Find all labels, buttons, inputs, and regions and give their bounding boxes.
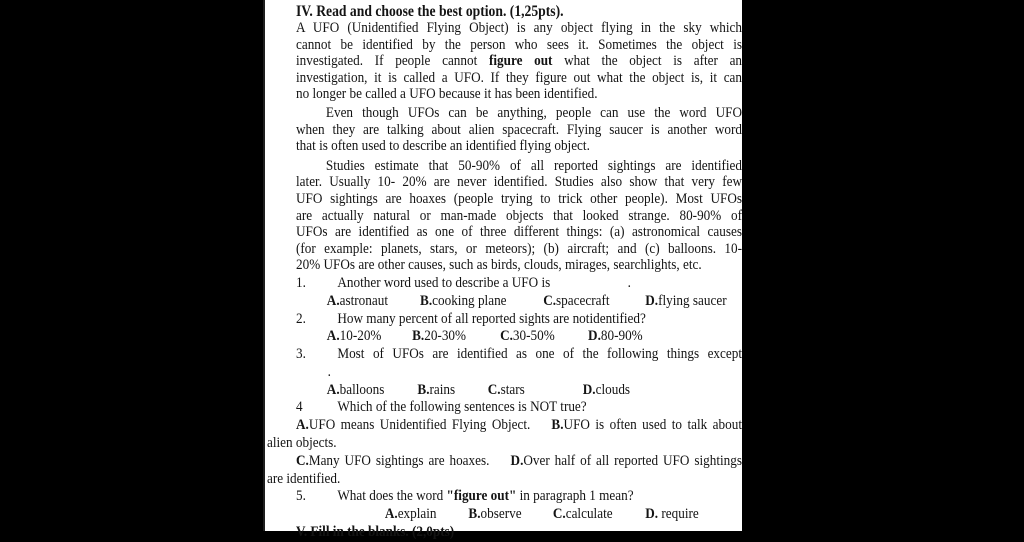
text-line: Even though UFOs can be anything, people can use the word UFO: [325, 104, 743, 121]
option-b: [468, 506, 521, 524]
option-text: 10-20%: [339, 328, 382, 345]
option-text: explain: [397, 506, 437, 523]
option-text: Over half of all reported UFO sightings are identified.: [266, 452, 743, 487]
option-label: B.: [551, 417, 564, 434]
option-text: cooking plane: [432, 292, 507, 309]
option-text: calculate: [565, 506, 613, 523]
question-2-options: [296, 328, 742, 346]
option-c: [553, 506, 613, 524]
text-run: What does the word: [337, 488, 447, 505]
option-label: D.: [582, 381, 596, 398]
option-text: astronaut: [339, 292, 388, 309]
option-text: observe: [480, 506, 522, 523]
question-number: 2.: [296, 310, 306, 327]
question-number: 5.: [296, 488, 306, 505]
question-3: [296, 346, 742, 364]
option-text: UFO is often used to talk about alien objects.: [266, 417, 743, 452]
option-label: D.: [645, 506, 659, 523]
option-text: flying saucer: [658, 292, 727, 309]
question-number: 4: [296, 399, 303, 416]
option-label: C.: [487, 381, 501, 398]
bold-term: "figure out": [446, 488, 517, 505]
text-line: A UFO (Unidentified Flying Object) is any object flying in the sky which: [296, 20, 743, 36]
question-1: [296, 275, 742, 293]
text-line: (for example: planets, stars, or meteors); (b) aircraft; and (c) balloons. 10-: [296, 240, 743, 257]
text-line: [296, 53, 742, 70]
option-text: Many UFO sightings are hoaxes.: [308, 452, 490, 469]
option-a: [385, 506, 437, 524]
option-a: [327, 382, 385, 400]
blank-period: .: [627, 274, 631, 291]
option-label: B.: [468, 506, 481, 523]
option-c: [488, 382, 525, 400]
text-line: Studies estimate that 50-90% of all reported sightings are identified: [325, 157, 743, 174]
blank-period: .: [327, 363, 331, 380]
question-4: [296, 399, 742, 417]
question-text: Which of the following sentences is NOT true?: [337, 399, 587, 416]
question-4-options-cd: [267, 453, 742, 489]
option-text: stars: [500, 381, 525, 398]
option-a: [327, 293, 388, 311]
questions-section: [266, 274, 743, 542]
option-d: [645, 293, 726, 311]
option-label: B.: [420, 292, 433, 309]
next-section-heading-cutoff: V. Fill in the blanks. (2,0pts): [296, 524, 455, 541]
text-run: investigated. If people cannot: [296, 53, 489, 70]
paragraph-1: [296, 20, 742, 103]
question-number: 3.: [296, 346, 306, 363]
text-line: later. Usually 10- 20% are never identified. Studies also show that very few: [296, 174, 743, 191]
text-line: no longer be called a UFO because it has been identified.: [296, 86, 598, 103]
question-2: [296, 311, 742, 329]
text-line: are actually natural or man-made objects that looked strange. 80-90% of: [296, 207, 743, 224]
option-b: [417, 382, 455, 400]
text-line: UFO sightings are hoaxes (people trying to trick other people). Most UFOs: [296, 190, 743, 207]
option-text: spacecraft: [556, 292, 610, 309]
option-text: 20-30%: [424, 328, 467, 345]
text-line: UFOs are identified as one of three different things: (a) astronomical causes: [296, 224, 743, 241]
option-text: clouds: [595, 381, 631, 398]
option-label: C.: [543, 292, 557, 309]
option-c: [500, 328, 555, 346]
text-line: when they are talking about alien spacecraft. Flying saucer is another word: [296, 121, 743, 138]
option-label: A.: [296, 417, 309, 434]
question-4-options-ab: [267, 417, 742, 453]
option-label: D.: [645, 292, 659, 309]
option-text: UFO means Unidentified Flying Object.: [308, 417, 531, 434]
option-a: [327, 328, 382, 346]
document-page: [265, 0, 743, 541]
question-text: [337, 488, 742, 506]
option-text: balloons: [339, 381, 385, 398]
question-5-options: [296, 506, 742, 524]
option-d: [588, 328, 643, 346]
question-5: [296, 488, 742, 506]
text-run: in paragraph 1 mean?: [516, 488, 634, 505]
question-number: 1.: [296, 274, 306, 291]
question-text: How many percent of all reported sights are notidentified?: [337, 310, 646, 327]
option-label: C.: [296, 452, 309, 469]
option-label: A.: [326, 381, 340, 398]
option-d: [645, 506, 699, 524]
option-label: D.: [588, 328, 601, 345]
question-1-options: [296, 293, 742, 311]
option-label: A.: [326, 292, 340, 309]
section-heading: IV. Read and choose the best option. (1,25pts).: [296, 3, 564, 20]
bold-term: figure out: [488, 53, 553, 70]
option-label: C.: [500, 328, 513, 345]
paragraph-3: [296, 158, 742, 274]
option-text: 80-90%: [600, 328, 643, 345]
option-label: B.: [417, 381, 430, 398]
text-line: that is often used to describe an identified flying object.: [296, 138, 590, 155]
text-run: what the object is after an: [552, 53, 743, 70]
option-text: require: [658, 506, 699, 523]
option-d: [583, 382, 630, 400]
text-line: 20% UFOs are other causes, such as birds, clouds, mirages, searchlights, etc.: [296, 257, 702, 274]
option-text: rains: [429, 381, 456, 398]
question-text: Another word used to describe a UFO is: [337, 274, 551, 291]
option-label: C.: [552, 506, 566, 523]
page-content: [266, 3, 771, 542]
text-line: cannot be identified by the person who sees it. Sometimes the object is: [296, 36, 743, 53]
question-text: Most of UFOs are identified as one of the following things except: [337, 346, 743, 363]
question-3-blank-line: [296, 364, 742, 382]
option-label: A.: [384, 506, 398, 523]
option-label: D.: [510, 452, 524, 469]
option-text: 30-50%: [512, 328, 555, 345]
question-3-options: [296, 382, 742, 400]
text-line: investigation, it is called a UFO. If they figure out what the object is, it can: [296, 69, 743, 86]
option-b: [412, 328, 466, 346]
paragraph-2: [296, 105, 742, 155]
option-label: A.: [326, 328, 340, 345]
option-b: [420, 293, 506, 311]
option-c: [543, 293, 609, 311]
option-label: B.: [412, 328, 425, 345]
